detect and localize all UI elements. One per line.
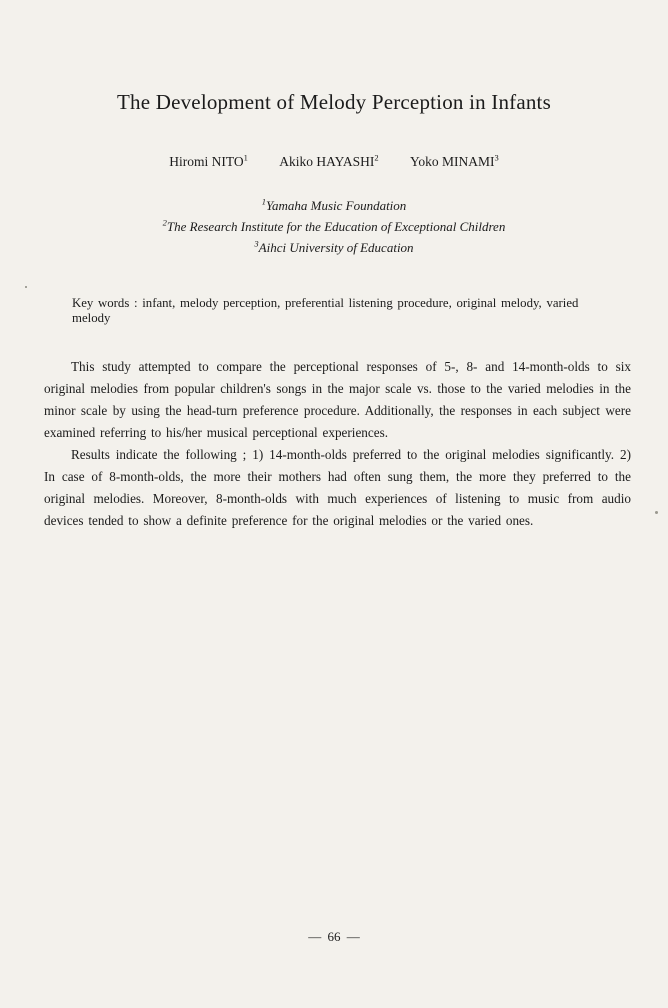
affiliations-block — [0, 195, 668, 258]
affiliation-text: The Research Institute for the Education of Exceptional Children — [166, 219, 506, 234]
author-name: Hiromi NITO — [169, 154, 244, 169]
page-number: — 66 — — [308, 929, 360, 944]
author — [169, 154, 248, 170]
author-affiliation-mark: 1 — [243, 152, 248, 163]
affiliation-mark: 1 — [261, 196, 266, 207]
abstract-paragraph: This study attempted to compare the perceptional responses of 5-, 8- and 14-month-olds to six original melodies from popular children's songs in the major scale vs. those to the varied melodies in the minor scale by using the head-turn preference procedure. Additionally, the responses in each subject were examined referring to his/her musical perceptional experiences. — [44, 359, 631, 440]
keywords-line: Key words : infant, melody perception, preferential listening procedure, original melody, varied melody — [72, 296, 579, 325]
author-name: Yoko MINAMI — [409, 154, 495, 169]
affiliation-text: Yamaha Music Foundation — [265, 198, 407, 213]
affiliation-mark: 3 — [254, 238, 259, 249]
scan-speck — [655, 511, 658, 514]
affiliation-text: Aihci University of Education — [258, 240, 414, 255]
author-affiliation-mark: 3 — [494, 152, 499, 163]
author — [410, 154, 499, 170]
authors-line — [0, 154, 668, 170]
affiliation — [0, 195, 668, 216]
author-affiliation-mark: 2 — [374, 152, 379, 163]
author-name: Akiko HAYASHI — [279, 154, 375, 169]
paper-title: The Development of Melody Perception in Infants — [117, 90, 551, 114]
affiliation — [0, 237, 668, 258]
abstract-block — [44, 356, 631, 532]
author — [279, 154, 378, 170]
affiliation-mark: 2 — [162, 217, 167, 228]
scan-speck — [25, 286, 27, 288]
affiliation — [0, 216, 668, 237]
abstract-paragraph: Results indicate the following ; 1) 14-month-olds preferred to the original melodies significantly. 2) In case of 8-month-olds, the more their mothers had often sung them, the more they preferred to the original melodies. Moreover, 8-month-olds with much experiences of listening to music from audio devices tended to show a definite preference for the original melodies or the varied ones. — [44, 447, 631, 528]
